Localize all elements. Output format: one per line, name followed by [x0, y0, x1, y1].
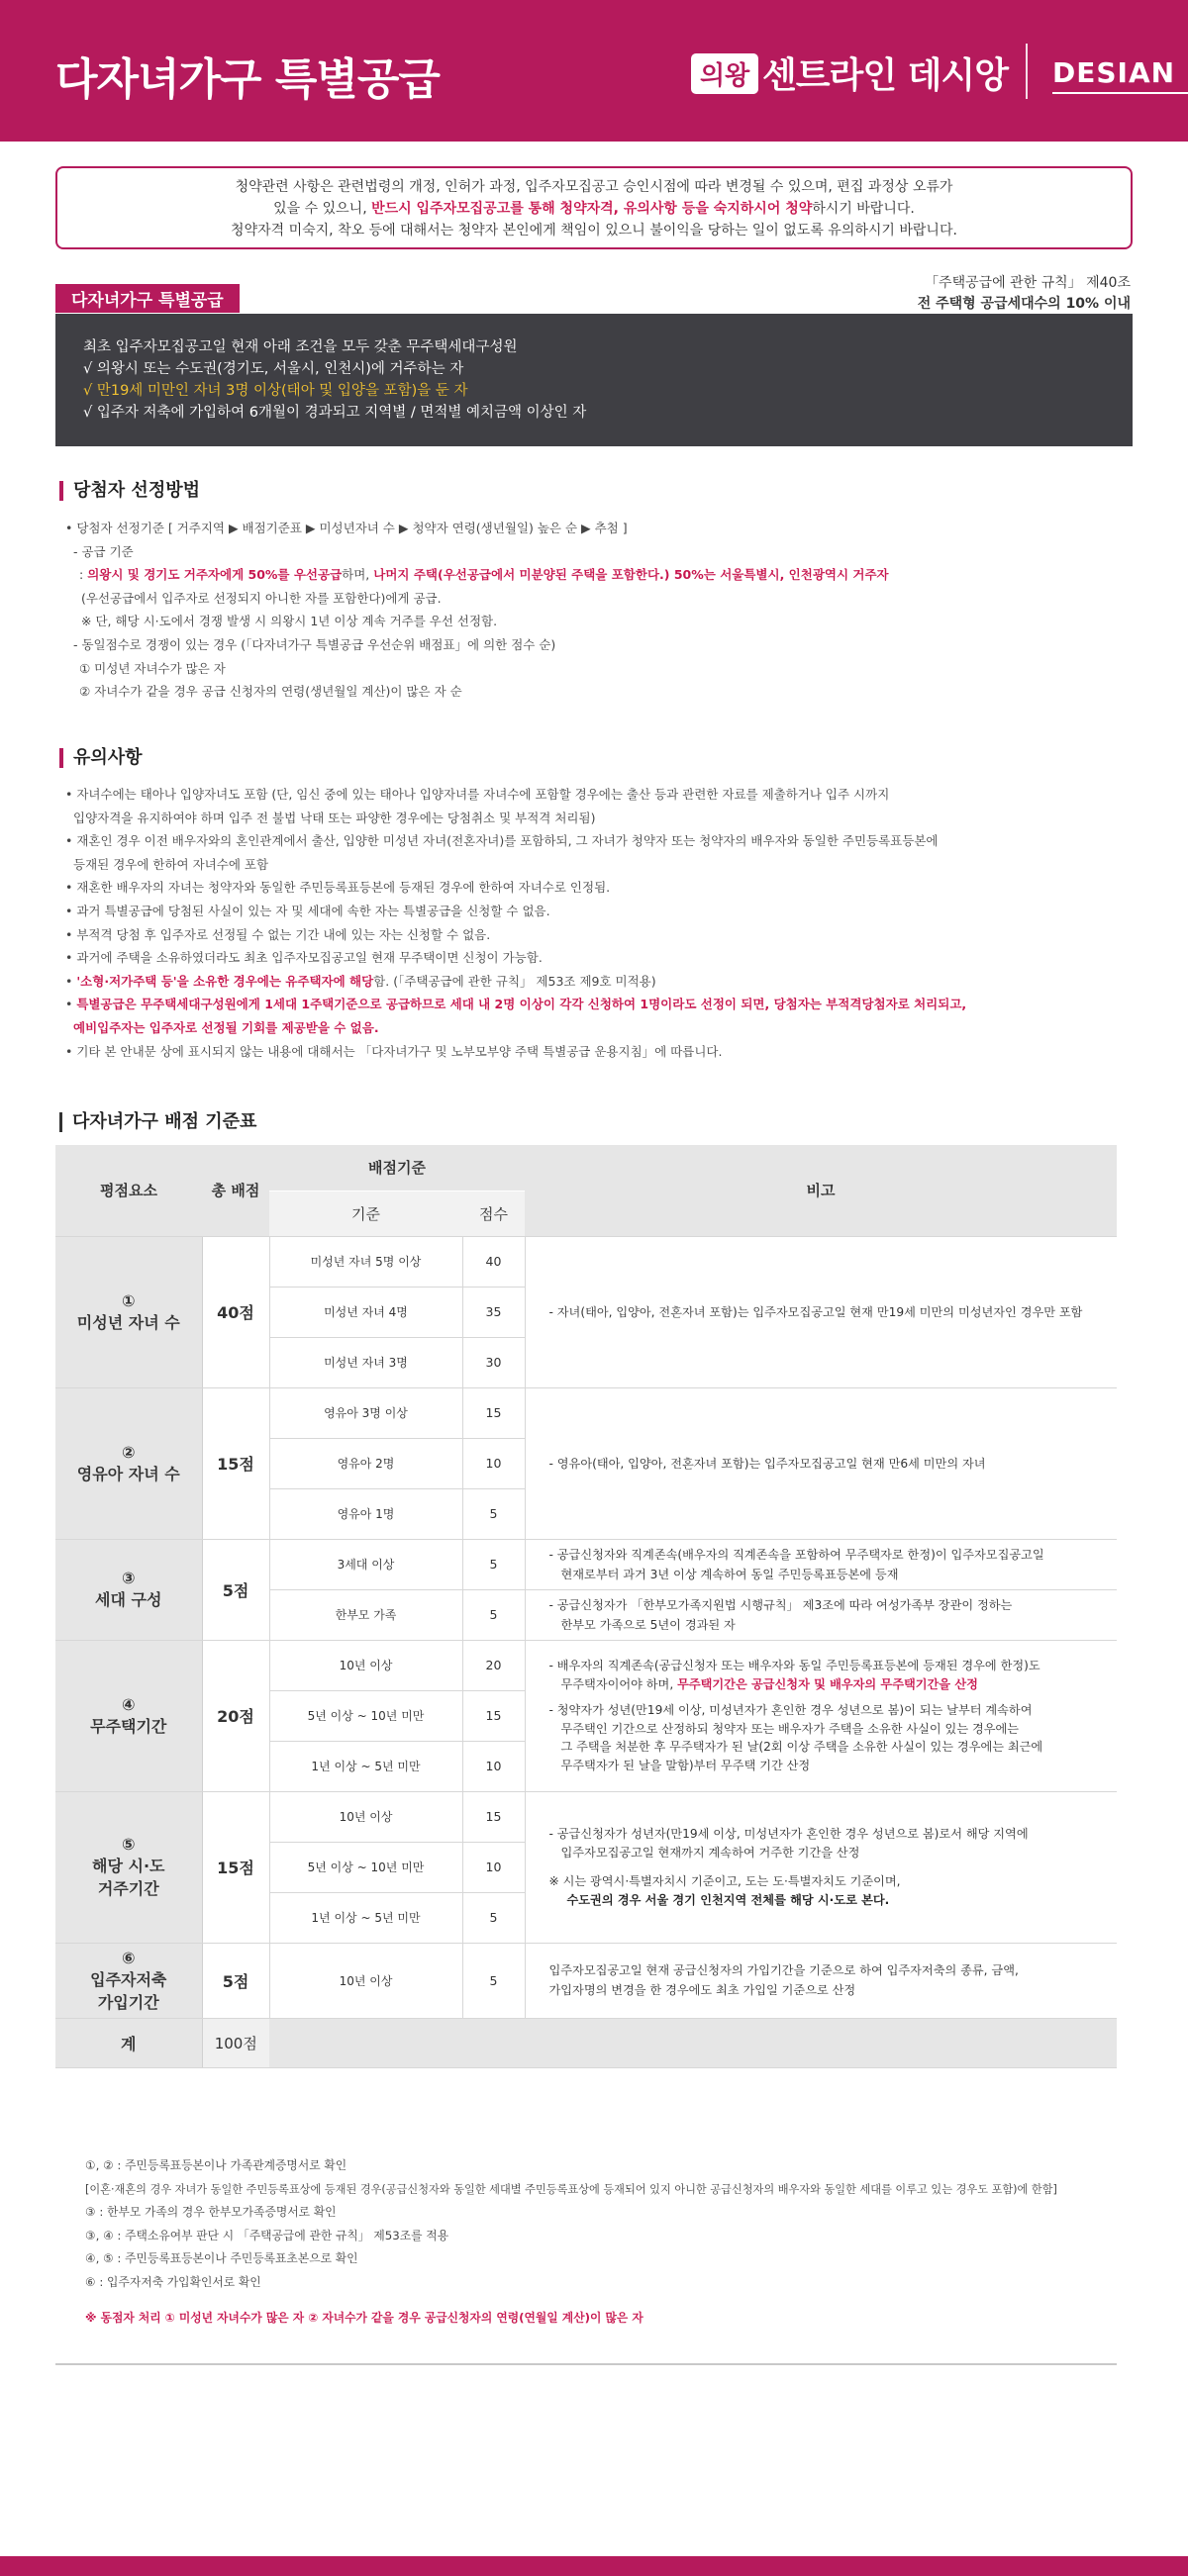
factor-name: 미성년 자녀 수 — [76, 1312, 180, 1332]
criteria-cell: 10년 이상 — [269, 1640, 462, 1690]
eligibility-title: 최초 입주자모집공고일 현재 아래 조건을 모두 갖춘 무주택세대구성원 — [83, 339, 518, 355]
note-cell — [525, 1539, 1117, 1589]
footnote: ③ : 한부모 가족의 경우 한부모가족증명서로 확인 — [85, 2205, 337, 2220]
total-cell: 5점 — [202, 1539, 269, 1640]
points-cell: 10 — [462, 1438, 525, 1488]
eligibility-item: √ 만19세 미만인 자녀 3명 이상(태아 및 입양을 포함)을 둔 자 — [83, 383, 468, 399]
logo-underline — [1052, 92, 1188, 94]
note-line: - 배우자의 직계존속(공급신청자 또는 배우자와 동일 주민등록표등본에 등재된 경우에 한정)도 — [548, 1659, 1040, 1672]
text-line: • 자녀수에는 태아나 입양자녀도 포함 (단, 임신 중에 있는 태아나 입양자녀를 자녀수에 포함할 경우에는 출산 등과 관련한 자료를 제출하거나 입주 시까지 — [65, 787, 890, 802]
eligibility-box — [55, 314, 1133, 446]
total-cell: 15점 — [202, 1791, 269, 1943]
criteria-cell: 10년 이상 — [269, 1943, 462, 2018]
notice-line: 청약자격 미숙지, 착오 등에 대해서는 청약자 본인에게 책임이 있으니 불이익을 당하는 일이 없도록 유의하시기 바랍니다. — [231, 223, 957, 239]
criteria-cell: 5년 이상 ~ 10년 미만 — [269, 1690, 462, 1741]
points-cell: 15 — [462, 1387, 525, 1438]
criteria-cell: 10년 이상 — [269, 1791, 462, 1842]
header-note: 비고 — [525, 1145, 1117, 1236]
factor-number: ⑥ — [121, 1948, 136, 1967]
text-line: : 의왕시 및 경기도 거주자에게 50%를 우선공급하며, 나머지 주택(우선공급에서 미분양된 주택을 포함한다.) 50%는 서울특별시, 인천광역시 거주자 — [79, 567, 889, 583]
text-line: 입양자격을 유지하여야 하며 입주 전 불법 낙태 또는 파양한 경우에는 당첨취소 및 부적격 처리됨) — [73, 810, 596, 825]
notice-text: 하시기 바랍니다. — [812, 201, 915, 217]
factor-name: 해당 시·도 — [92, 1857, 165, 1875]
note-line: 입주자모집공고일 현재까지 계속하여 거주한 기간을 산정 — [560, 1845, 860, 1860]
criteria-cell: 미성년 자녀 3명 — [269, 1337, 462, 1387]
notice-line — [57, 198, 1131, 220]
notice-text: 있을 수 있으니, — [273, 201, 372, 217]
text-line: • 부적격 당첨 후 입주자로 선정될 수 없는 기간 내에 있는 자는 신청할 수 없음. — [65, 926, 491, 942]
section-heading: 유의사항 — [59, 748, 143, 768]
page-title: 다자녀가구 특별공급 — [55, 54, 440, 105]
note-line: - 청약자가 성년(만19세 이상, 미성년자가 혼인한 경우 성년으로 봄)이 되는 날부터 계속하여 — [548, 1703, 1033, 1717]
page-header — [0, 0, 1188, 142]
note-line: 그 주택을 처분한 후 무주택자가 된 날(2회 이상 주택을 소유한 사실이 있는 경우에는 최근에 — [560, 1740, 1043, 1754]
header-factor: 평점요소 — [55, 1145, 202, 1236]
factor-name: 입주자저축 — [90, 1969, 167, 1989]
factor-cell — [55, 1539, 202, 1640]
total-cell: 20점 — [202, 1640, 269, 1791]
red-text: '소형·저가주택 등'을 소유한 경우에는 유주택자에 해당 — [76, 973, 374, 989]
text-line: ① 미성년 자녀수가 많은 자 — [79, 660, 226, 676]
text-line: - 동일점수로 경쟁이 있는 경우 (「다자녀가구 특별공급 우선순위 배점표」에 의한 점수 순) — [73, 636, 556, 652]
factor-number: ① — [121, 1290, 136, 1310]
header-basis: 배점기준 — [269, 1145, 525, 1191]
selection-text — [65, 517, 1135, 704]
header-total: 총 배점 — [202, 1145, 269, 1236]
note-line: - 공급신청자와 직계존속(배우자의 직계존속을 포함하여 무주택자로 한정)이 입주자모집공고일 — [548, 1547, 1044, 1562]
desian-logo: DESIAN — [1052, 56, 1176, 89]
footnote: ④, ⑤ : 주민등록표등본이나 주민등록표초본으로 확인 — [85, 2251, 358, 2266]
table-row-total — [55, 2018, 1117, 2067]
points-cell: 40 — [462, 1236, 525, 1287]
criteria-cell: 미성년 자녀 4명 — [269, 1287, 462, 1337]
criteria-cell: 5년 이상 ~ 10년 미만 — [269, 1842, 462, 1892]
text-line — [65, 540, 1135, 564]
note-line: 무주택자가 된 날을 말함)부터 무주택 기간 산정 — [560, 1758, 811, 1772]
points-cell: 5 — [462, 1589, 525, 1640]
notice-highlight: 반드시 입주자모집공고를 통해 청약자격, 유의사항 등을 숙지하시어 청약 — [371, 201, 813, 217]
total-cell: 40점 — [202, 1236, 269, 1387]
text-line: • 과거 특별공급에 당첨된 사실이 있는 자 및 세대에 속한 자는 특별공급을 신청할 수 없음. — [65, 903, 550, 918]
eligibility-item: √ 의왕시 또는 수도권(경기도, 서울시, 인천시)에 거주하는 자 — [83, 361, 464, 377]
factor-number: ⑤ — [121, 1835, 136, 1854]
points-cell: 10 — [462, 1842, 525, 1892]
note-line: 수도권의 경우 서울 경기 인천지역 전체를 해당 시·도로 본다. — [566, 1892, 890, 1907]
tie-break-note: ※ 동점자 처리 ① 미성년 자녀수가 많은 자 ② 자녀수가 같을 경우 공급신청자의 연령(연월일 계산)이 많은 자 — [85, 2310, 644, 2325]
divider — [55, 2363, 1117, 2365]
text-line: • 과거에 주택을 소유하였더라도 최초 입주자모집공고일 현재 무주택이면 신청이 가능함. — [65, 950, 543, 966]
factor-name: 무주택기간 — [90, 1716, 167, 1736]
note-cell — [525, 1791, 1117, 1943]
points-cell: 15 — [462, 1690, 525, 1741]
note-highlight: 무주택기간은 공급신청자 및 배우자의 무주택기간을 산정 — [677, 1676, 978, 1691]
note-line: ※ 시는 광역시·특별자치시 기준이고, 도는 도·특별자치도 기준이며, — [548, 1873, 901, 1888]
text-line: • 특별공급은 무주택세대구성원에게 1세대 1주택기준으로 공급하므로 세대 내 2명 이상이 각각 신청하여 1명이라도 선정이 되면, 당첨자는 부적격당첨자로 처리되고, — [65, 997, 967, 1012]
footnote: ③, ④ : 주택소유여부 판단 시 「주택공급에 관한 규칙」 제53조를 적용 — [85, 2228, 449, 2242]
table-row — [55, 1387, 1117, 1438]
footnotes — [85, 2154, 1057, 2330]
text-line: • 당첨자 선정기준 [ 거주지역 ▶ 배점기준표 ▶ 미성년자녀 수 ▶ 청약자 연령(생년월일) 높은 순 ▶ 추첨 ] — [65, 521, 628, 535]
factor-number: ④ — [121, 1694, 136, 1714]
rule-quota: 전 주택형 공급세대수의 10% 이내 — [917, 296, 1131, 312]
note-line: - 공급신청자가 「한부모가족지원법 시행규칙」 제3조에 따라 여성가족부 장관이 정하는 — [548, 1597, 1013, 1612]
table-row — [55, 1791, 1117, 1842]
criteria-cell: 3세대 이상 — [269, 1539, 462, 1589]
section-heading: 다자녀가구 배점 기준표 — [59, 1112, 256, 1132]
note-line: 현재로부터 과거 3년 이상 계속하여 동일 주민등록표등본에 등재 — [560, 1567, 899, 1581]
text-line: (우선공급에서 입주자로 선정되지 아니한 자를 포함한다)에게 공급. — [81, 590, 442, 606]
note-line: 무주택인 기간으로 산정하되 청약자 또는 배우자가 주택을 소유한 사실이 있는 경우에는 — [560, 1721, 1020, 1736]
factor-cell — [55, 1791, 202, 1943]
points-cell: 35 — [462, 1287, 525, 1337]
red-text: 특별공급은 무주택세대구성원에게 1세대 1주택기준으로 공급하므로 세대 내 2명 이상이 각각 신청하여 1명이라도 선정이 되면, 당첨자는 부적격당첨자로 처리되고, — [76, 997, 967, 1012]
criteria-cell: 한부모 가족 — [269, 1589, 462, 1640]
notice-line: 청약관련 사항은 관련법령의 개정, 인허가 과정, 입주자모집공고 승인시점에 따라 변경될 수 있으며, 편집 과정상 오류가 — [235, 179, 953, 195]
text-line: 등재된 경우에 한하여 자녀수에 포함 — [73, 856, 269, 872]
criteria-cell: 미성년 자녀 5명 이상 — [269, 1236, 462, 1287]
points-cell: 5 — [462, 1539, 525, 1589]
red-text: 의왕시 및 경기도 거주자에게 50%를 우선공급 — [87, 567, 343, 583]
rule-line: 「주택공급에 관한 규칙」 제40조 — [925, 275, 1131, 291]
text-span: 하며, — [342, 567, 374, 583]
table-row — [55, 1640, 1117, 1690]
points-cell: 5 — [462, 1943, 525, 2018]
table-row — [55, 1539, 1117, 1589]
factor-cell — [55, 1387, 202, 1539]
sum-label: 계 — [55, 2018, 202, 2067]
total-cell: 15점 — [202, 1387, 269, 1539]
text-line: • 재혼한 배우자의 자녀는 청약자와 동일한 주민등록표등본에 등재된 경우에 한하여 자녀수로 인정됨. — [65, 880, 611, 896]
footnote: ①, ② : 주민등록표등본이나 가족관계증명서로 확인 — [85, 2158, 347, 2172]
text-line: ※ 단, 해당 시·도에서 경쟁 발생 시 의왕시 1년 이상 계속 거주를 우선 선정함. — [81, 614, 498, 629]
note-line — [549, 1675, 1118, 1694]
points-cell: 20 — [462, 1640, 525, 1690]
header-criteria: 기준 — [269, 1191, 462, 1236]
points-cell: 5 — [462, 1892, 525, 1943]
text-line: ② 자녀수가 같을 경우 공급 신청자의 연령(생년월일 계산)이 많은 자 순 — [79, 684, 462, 700]
note-cell: - 자녀(태아, 입양아, 전혼자녀 포함)는 입주자모집공고일 현재 만19세 미만의 미성년자인 경우만 포함 — [525, 1236, 1117, 1387]
location-badge: 의왕 — [691, 53, 758, 94]
table-row — [55, 1943, 1117, 2018]
caution-text — [65, 783, 1135, 1063]
table-row — [55, 1236, 1117, 1287]
points-cell: 15 — [462, 1791, 525, 1842]
factor-number: ③ — [121, 1569, 136, 1587]
factor-name: 가입기간 — [97, 1992, 159, 2012]
factor-name: 세대 구성 — [95, 1590, 162, 1609]
points-cell: 5 — [462, 1488, 525, 1539]
rule-reference — [918, 273, 1131, 315]
note-line: 가입자명의 변경을 한 경우에도 최초 가입일 기준으로 산정 — [548, 1983, 856, 1997]
criteria-cell: 영유아 3명 이상 — [269, 1387, 462, 1438]
section-tag: 다자녀가구 특별공급 — [55, 284, 240, 313]
factor-cell — [55, 1640, 202, 1791]
factor-name: 거주기간 — [97, 1879, 159, 1898]
note-cell — [525, 1943, 1117, 2018]
section-heading: 당첨자 선정방법 — [59, 481, 200, 501]
text-span: - 공급 기준 — [73, 543, 134, 559]
criteria-cell: 1년 이상 ~ 5년 미만 — [269, 1741, 462, 1791]
header-divider — [1026, 44, 1028, 99]
sum-empty — [269, 2018, 1117, 2067]
text-line: • 기타 본 안내문 상에 표시되지 않는 내용에 대해서는 「다자녀가구 및 노부모부양 주택 특별공급 운용지침」에 따릅니다. — [65, 1043, 723, 1059]
text-line: • 재혼인 경우 이전 배우자와의 혼인관계에서 출산, 입양한 미성년 자녀(전혼자녀)를 포함하되, 그 자녀가 청약자 또는 청약자의 배우자와 동일한 주민등록표등본에 — [65, 833, 939, 849]
factor-name: 영유아 자녀 수 — [76, 1464, 180, 1483]
note-cell — [525, 1640, 1117, 1791]
text-span: 함. (「주택공급에 관한 규칙」 제53조 제9호 미적용) — [373, 973, 656, 989]
footer-bar — [0, 2556, 1188, 2576]
notice-box — [55, 166, 1133, 249]
rule-line-bold — [918, 294, 1131, 315]
red-text: 예비입주자는 입주자로 선정될 기회를 제공받을 수 없음. — [73, 1019, 379, 1035]
points-cell: 10 — [462, 1741, 525, 1791]
criteria-cell: 영유아 2명 — [269, 1438, 462, 1488]
footnote: [이혼·재혼의 경우 자녀가 동일한 주민등록표상에 등재된 경우(공급신청자와 동일한 세대별 주민등록표상에 등재되어 있지 아니한 공급신청자의 배우자와 동일한 세대를 이루고 있는 경우도 포함)에 한함] — [85, 2182, 1057, 2196]
points-cell: 30 — [462, 1337, 525, 1387]
footnote: ⑥ : 입주자저축 가입확인서로 확인 — [85, 2274, 261, 2289]
red-text: 나머지 주택(우선공급에서 미분양된 주택을 포함한다.) 50%는 서울특별시, 인천광역시 거주자 — [373, 567, 889, 583]
note-line: 입주자모집공고일 현재 공급신청자의 가입기간을 기준으로 하여 입주자저축의 종류, 금액, — [548, 1963, 1019, 1977]
total-cell: 5점 — [202, 1943, 269, 2018]
header-points: 점수 — [462, 1191, 525, 1236]
eligibility-item: √ 입주자 저축에 가입하여 6개월이 경과되고 지역별 / 면적별 예치금액 이상인 자 — [83, 405, 587, 421]
criteria-cell: 1년 이상 ~ 5년 미만 — [269, 1892, 462, 1943]
brand-name: 센트라인 데시앙 — [762, 55, 1008, 96]
factor-number: ② — [121, 1442, 136, 1462]
score-table — [55, 1145, 1117, 2068]
factor-cell — [55, 1943, 202, 2018]
note-line: - 공급신청자가 성년자(만19세 이상, 미성년자가 혼인한 경우 성년으로 봄)로서 해당 지역에 — [548, 1826, 1029, 1841]
sum-total: 100점 — [202, 2018, 269, 2067]
text-line — [65, 1016, 1135, 1040]
criteria-cell: 영유아 1명 — [269, 1488, 462, 1539]
note-cell — [525, 1589, 1117, 1640]
text-line: • '소형·저가주택 등'을 소유한 경우에는 유주택자에 해당함. (「주택공급에 관한 규칙」 제53조 제9호 미적용) — [65, 973, 656, 989]
note-text: 무주택자이어야 하며, — [560, 1676, 678, 1691]
factor-cell — [55, 1236, 202, 1387]
note-line: 한부모 가족으로 5년이 경과된 자 — [560, 1617, 736, 1632]
note-cell: - 영유아(태아, 입양아, 전혼자녀 포함)는 입주자모집공고일 현재 만6세 미만의 자녀 — [525, 1387, 1117, 1539]
